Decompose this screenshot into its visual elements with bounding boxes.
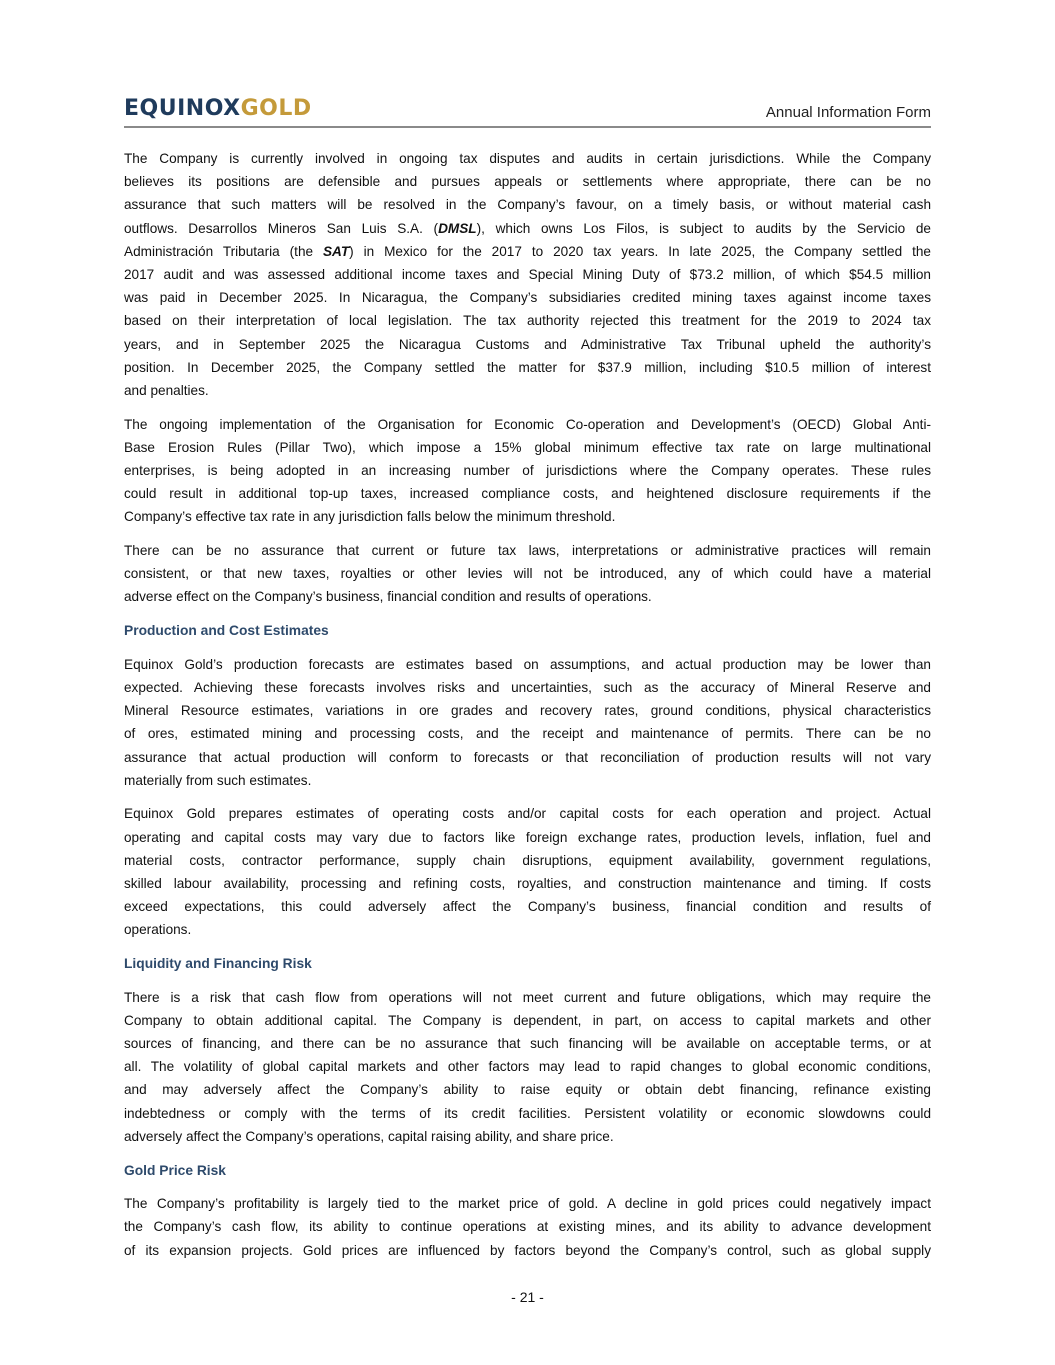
section-heading: Production and Cost Estimates: [124, 623, 329, 639]
text-line: [124, 1125, 931, 1148]
defined-term: DMSL: [438, 220, 477, 236]
text-line: [124, 585, 931, 608]
text-segment: materially from such estimates.: [124, 772, 312, 788]
text-line: [124, 986, 931, 1009]
text-line: [124, 263, 931, 286]
text-segment: years, and in September 2025 the Nicaragua Customs and Administrative Tax Tribunal upheld the authority’s: [124, 336, 931, 352]
text-line: [124, 918, 931, 941]
text-line: [124, 699, 931, 722]
text-line: [124, 769, 931, 792]
text-segment: believes its positions are defensible and pursues appeals or settlements where appropriate, there can be no: [124, 174, 931, 190]
text-line: [124, 562, 931, 585]
paragraph: [124, 147, 931, 402]
page-number: - 21 -: [511, 1289, 544, 1305]
text-segment: There can be no assurance that current or future tax laws, interpretations or administrative practices will remain: [124, 543, 931, 558]
text-segment: expected. Achieving these forecasts involves risks and uncertainties, such as the accuracy of Mineral Reserve and: [124, 679, 931, 695]
text-segment: operations.: [124, 922, 192, 938]
text-segment: and may adversely affect the Company’s ability to raise equity or obtain debt financing, refinance existing: [124, 1082, 931, 1098]
logo-text-equinox: EQUINOX: [124, 96, 241, 121]
paragraph: [124, 1192, 931, 1262]
text-segment: Mineral Resource estimates, variations in ore grades and recovery rates, ground conditions, physical characteristics: [124, 703, 931, 719]
logo-text-gold: GOLD: [240, 96, 312, 121]
text-segment: The Company’s profitability is largely tied to the market price of gold. A decline in gold prices could negatively impact: [124, 1196, 931, 1212]
text-segment: Administración Tributaria (the: [124, 243, 323, 259]
text-line: [124, 286, 931, 309]
text-segment: Equinox Gold’s production forecasts are estimates based on assumptions, and actual production may be lower than: [124, 656, 931, 672]
text-line: [124, 217, 931, 240]
text-segment: all. The volatility of global capital markets and other factors may lead to rapid changes to global economic conditions,: [124, 1059, 931, 1075]
paragraph: [124, 539, 931, 609]
text-line: [124, 436, 931, 459]
text-line: [124, 1102, 931, 1125]
text-line: [124, 1215, 931, 1238]
text-line: [124, 653, 931, 676]
text-segment: There is a risk that cash flow from operations will not meet current and future obligations, which may require the: [124, 989, 931, 1005]
paragraph: [124, 413, 931, 529]
text-segment: Equinox Gold prepares estimates of operating costs and/or capital costs for each operation and project. Actual: [124, 806, 931, 822]
defined-term: SAT: [322, 243, 350, 259]
text-segment: material costs, contractor performance, supply chain disruptions, equipment availability, government regulations,: [124, 852, 931, 868]
text-segment: the Company’s cash flow, its ability to continue operations at existing mines, and its ability to advance development: [124, 1219, 931, 1235]
text-segment: ), which owns Los Filos, is subject to audits by the Servicio de: [476, 220, 931, 236]
text-line: [124, 147, 931, 170]
text-segment: position. In December 2025, the Company settled the matter for $37.9 million, including $10.5 million of interest: [124, 359, 931, 375]
text-segment: Company’s effective tax rate in any jurisdiction falls below the minimum threshold.: [124, 509, 616, 525]
text-line: [124, 802, 931, 825]
text-line: [124, 895, 931, 918]
text-segment: skilled labour availability, processing and refining costs, royalties, and construction maintenance and timing. If costs: [124, 875, 931, 891]
text-segment: adverse effect on the Company’s business, financial condition and results of operations.: [124, 589, 652, 605]
text-segment: The ongoing implementation of the Organisation for Economic Co-operation and Development’s (OECD) Global Anti-: [124, 416, 931, 432]
text-line: [124, 826, 931, 849]
text-segment: consistent, or that new taxes, royalties or other levies will not be introduced, any of which could have a material: [124, 566, 931, 582]
text-line: [124, 676, 931, 699]
paragraph: [124, 653, 931, 792]
text-segment: ) in Mexico for the 2017 to 2020 tax years. In late 2025, the Company settled the: [349, 243, 931, 259]
text-segment: The Company is currently involved in ongoing tax disputes and audits in certain jurisdictions. While the Company: [124, 151, 931, 166]
text-line: [124, 1078, 931, 1101]
text-segment: sources of financing, and there can be no assurance that such financing will be available on acceptable terms, or at: [124, 1036, 931, 1052]
section-heading: Liquidity and Financing Risk: [124, 956, 312, 972]
text-line: [124, 459, 931, 482]
text-line: [124, 1032, 931, 1055]
text-line: [124, 849, 931, 872]
text-line: [124, 379, 931, 402]
text-line: [124, 722, 931, 745]
text-line: [124, 1055, 931, 1078]
equinox-gold-logo: [124, 96, 312, 121]
page-header: [124, 96, 931, 128]
text-segment: Company to obtain additional capital. The Company is dependent, in part, on access to capital markets and other: [124, 1012, 931, 1028]
text-segment: was paid in December 2025. In Nicaragua, the Company’s subsidiaries credited mining taxes against income taxes: [124, 290, 931, 306]
section-heading: Gold Price Risk: [124, 1162, 226, 1178]
document-title: Annual Information Form: [765, 104, 931, 121]
text-segment: enterprises, is being adopted in an increasing number of jurisdictions where the Company operates. These rules: [124, 462, 931, 478]
text-segment: and penalties.: [124, 382, 209, 398]
text-line: [124, 1009, 931, 1032]
text-segment: based on their interpretation of local legislation. The tax authority rejected this treatment for the 2019 to 2024 tax: [124, 313, 931, 329]
paragraph: [124, 802, 931, 941]
text-segment: 2017 audit and was assessed additional income taxes and Special Mining Duty of $73.2 million, of which $54.5 million: [124, 266, 931, 282]
text-line: [124, 505, 931, 528]
text-segment: adversely affect the Company’s operations, capital raising ability, and share price.: [124, 1128, 614, 1144]
text-line: [124, 193, 931, 216]
text-line: [124, 1239, 931, 1262]
text-line: [124, 413, 931, 436]
text-segment: assurance that actual production will conform to forecasts or that reconciliation of production results will not vary: [124, 749, 931, 765]
text-segment: Base Erosion Rules (Pillar Two), which impose a 15% global minimum effective tax rate on large multinational: [124, 439, 931, 455]
text-line: [124, 170, 931, 193]
document-body: [124, 147, 931, 1272]
text-segment: exceed expectations, this could adversely affect the Company’s business, financial condition and results of: [124, 899, 931, 915]
text-segment: of its expansion projects. Gold prices are influenced by factors beyond the Company’s control, such as global supply: [124, 1242, 931, 1258]
text-segment: indebtedness or comply with the terms of its credit facilities. Persistent volatility or economic slowdowns could: [124, 1105, 931, 1121]
text-segment: operating and capital costs may vary due to factors like foreign exchange rates, production levels, inflation, fuel and: [124, 829, 931, 845]
text-line: [124, 746, 931, 769]
text-segment: outflows. Desarrollos Mineros San Luis S.A. (: [124, 220, 439, 236]
text-line: [124, 240, 931, 263]
text-line: [124, 333, 931, 356]
text-segment: could result in additional top-up taxes, increased compliance costs, and heightened disclosure requirements if the: [124, 486, 931, 502]
text-line: [124, 482, 931, 505]
text-segment: assurance that such matters will be resolved in the Company’s favour, on a timely basis, or without material cash: [124, 197, 931, 213]
text-line: [124, 356, 931, 379]
text-line: [124, 872, 931, 895]
text-segment: of ores, estimated mining and processing costs, and the receipt and maintenance of permits. There can be no: [124, 726, 931, 742]
text-line: [124, 539, 931, 562]
paragraph: [124, 986, 931, 1148]
text-line: [124, 309, 931, 332]
text-line: [124, 1192, 931, 1215]
